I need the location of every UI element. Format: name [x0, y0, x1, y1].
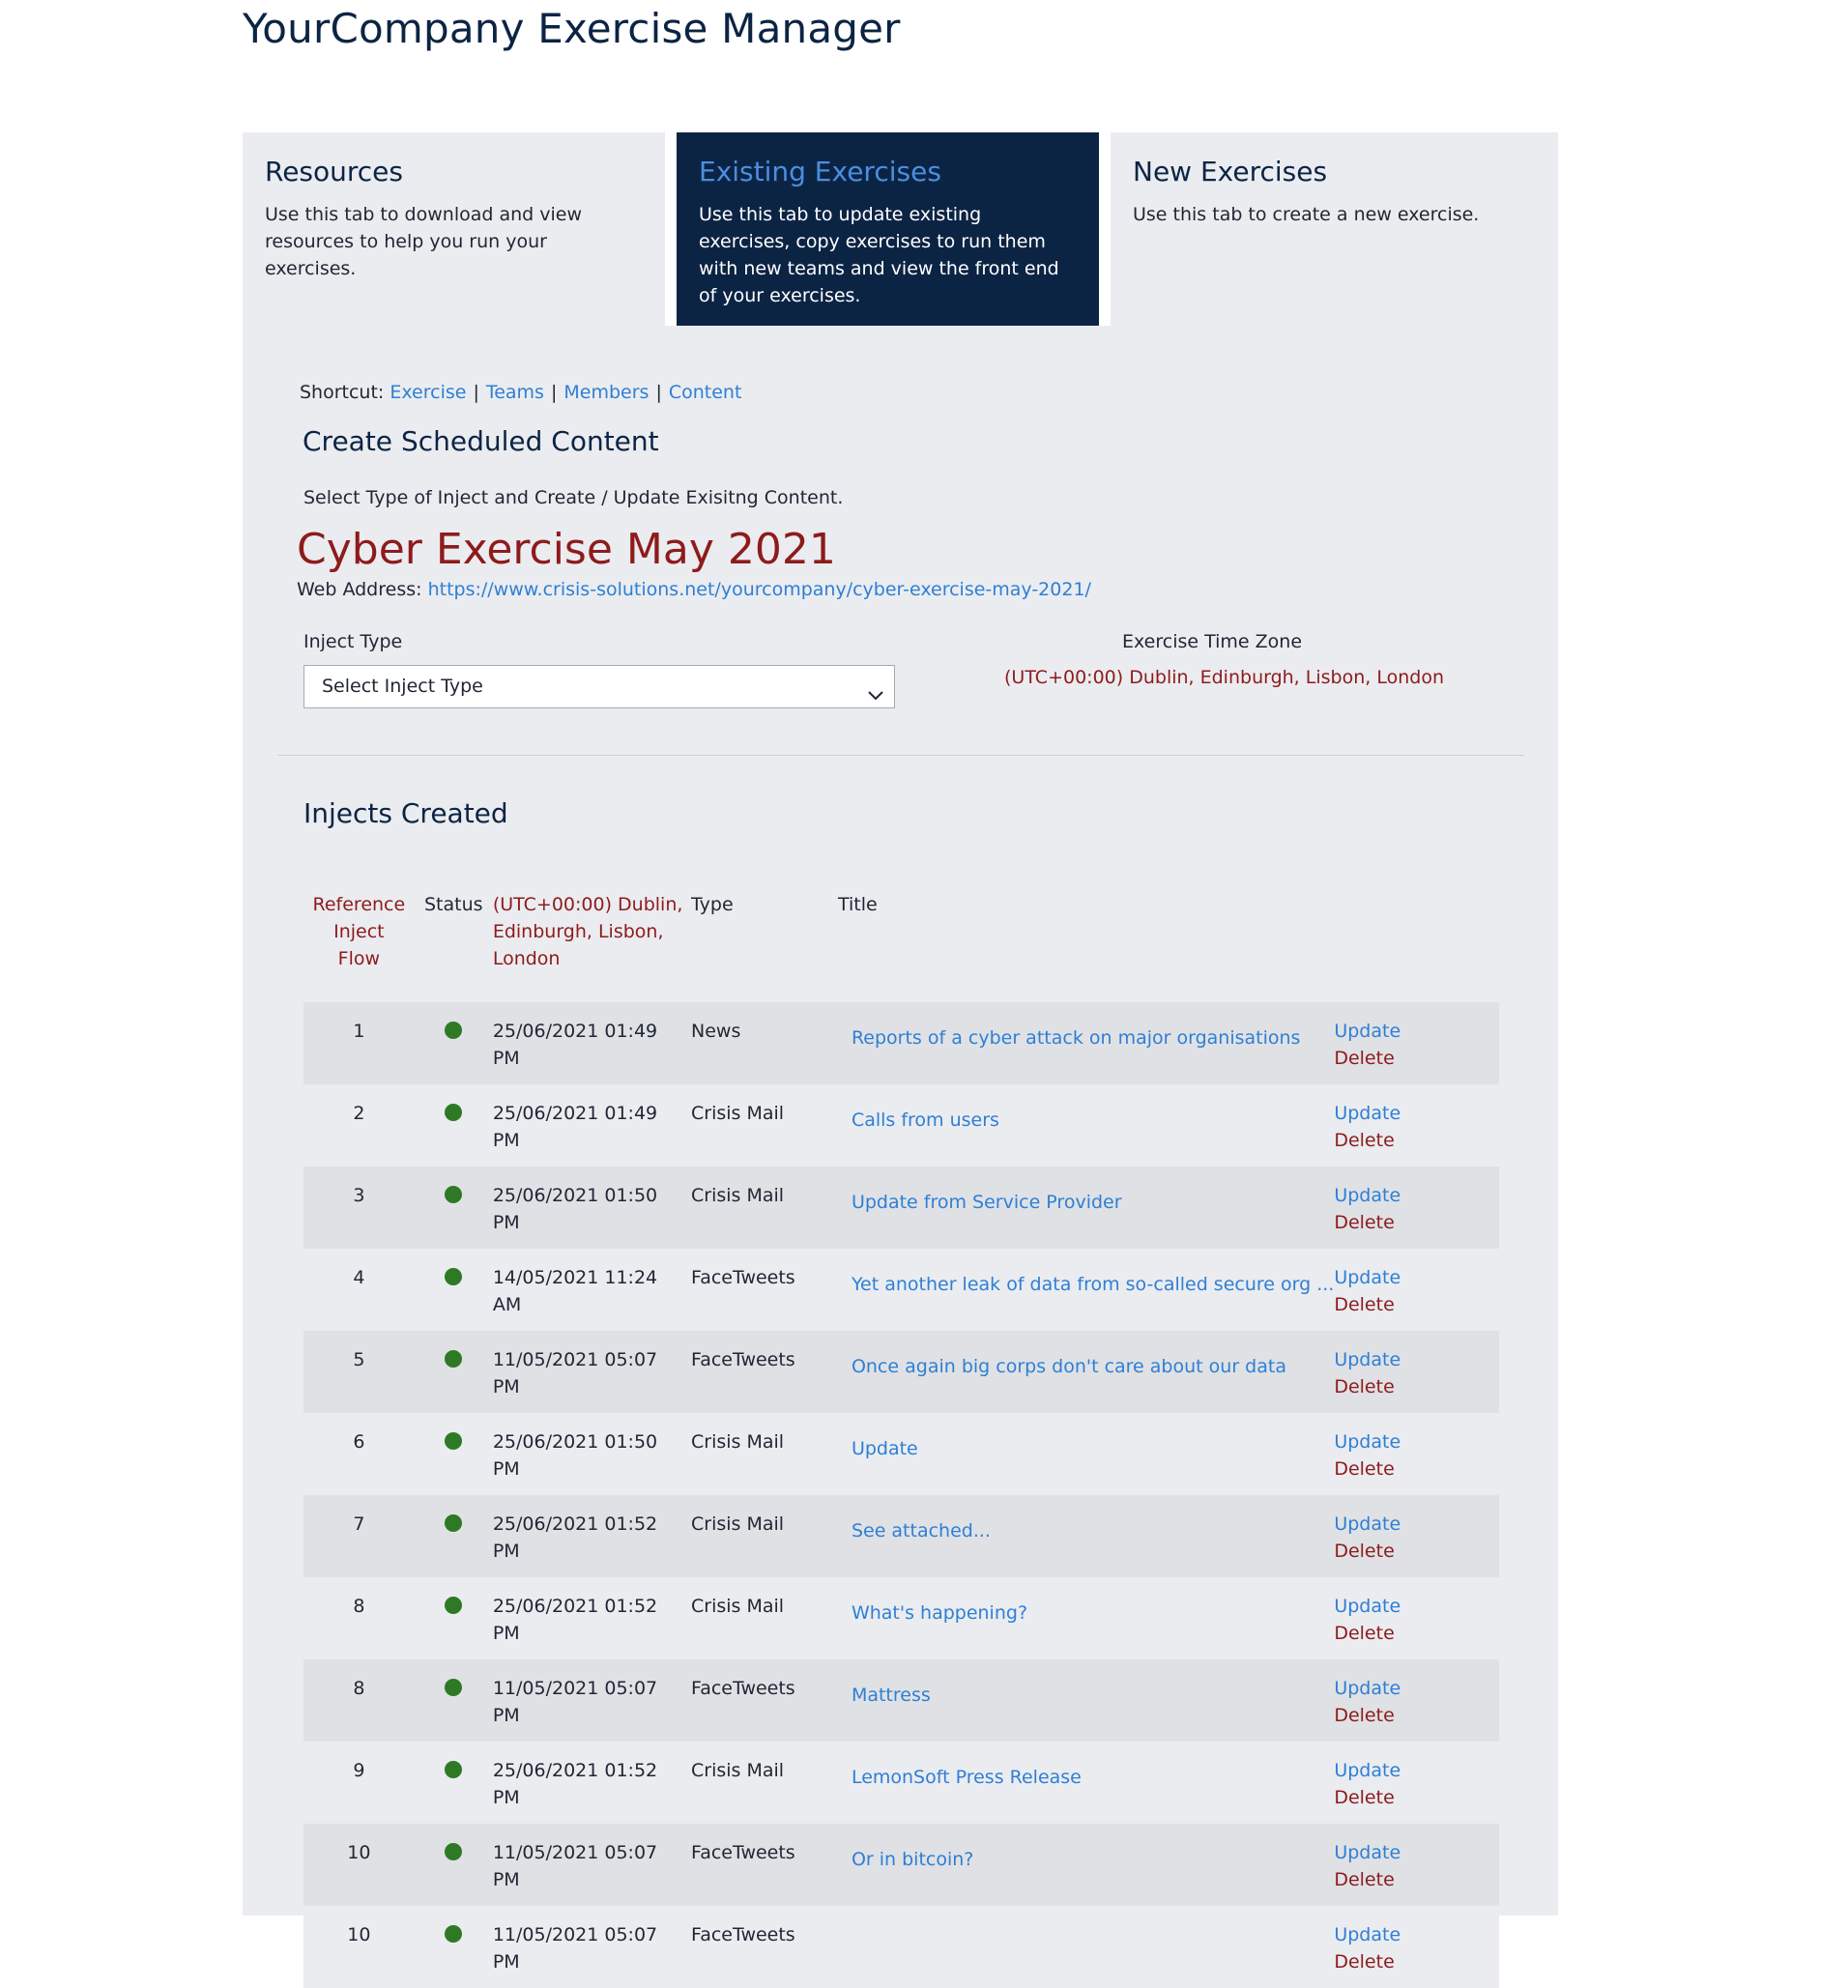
injects-table-body: [303, 1002, 1499, 1988]
inject-ref: 8: [353, 1678, 365, 1699]
delete-link[interactable]: Delete: [1334, 1376, 1395, 1397]
status-active-icon: [445, 1679, 462, 1696]
column-header-type: Type: [691, 894, 734, 915]
status-active-icon: [445, 1022, 462, 1039]
inject-date: 25/06/2021 01:50: [492, 1185, 658, 1206]
shortcut-separator: |: [473, 382, 479, 403]
inject-date: 25/06/2021 01:50: [492, 1431, 658, 1453]
table-row: [303, 1249, 1499, 1331]
inject-ampm: PM: [492, 1623, 520, 1644]
status-cell: [415, 1742, 493, 1824]
tab-title: New Exercises: [1133, 156, 1328, 187]
injects-section-title: Injects Created: [303, 797, 508, 829]
delete-link[interactable]: Delete: [1334, 1705, 1395, 1726]
inject-actions: [1334, 1742, 1499, 1824]
tab-description: Use this tab to update existing exercises, copy exercises to run them with new teams and view the front end of your exercises.: [699, 204, 1059, 306]
inject-type: Crisis Mail: [691, 1513, 785, 1535]
inject-title-link[interactable]: See attached...: [851, 1520, 991, 1541]
inject-type: Crisis Mail: [691, 1760, 785, 1781]
table-row: [303, 1331, 1499, 1413]
inject-actions: [1334, 1495, 1499, 1577]
shortcut-separator: |: [655, 382, 662, 403]
inject-type-selected-value: Select Inject Type: [322, 676, 483, 697]
inject-title-link[interactable]: Once again big corps don't care about our data: [851, 1356, 1286, 1377]
tab-description: Use this tab to create a new exercise.: [1133, 204, 1480, 225]
inject-title-cell: [838, 1331, 1334, 1413]
delete-link[interactable]: Delete: [1334, 1787, 1395, 1808]
update-link[interactable]: Update: [1334, 1596, 1401, 1617]
inject-ref: 9: [353, 1760, 365, 1781]
main-panel: [243, 132, 1558, 1973]
inject-ampm: PM: [492, 1212, 520, 1233]
chevron-down-icon: [867, 677, 884, 695]
inject-title-link[interactable]: LemonSoft Press Release: [851, 1767, 1082, 1788]
inject-actions: [1334, 1002, 1499, 1084]
inject-type: FaceTweets: [691, 1349, 795, 1370]
inject-actions: [1334, 1906, 1499, 1988]
web-address-label: Web Address:: [297, 579, 422, 600]
inject-actions: [1334, 1084, 1499, 1167]
tab-existing-exercises[interactable]: [677, 132, 1099, 326]
inject-title-cell: [838, 1824, 1334, 1906]
delete-link[interactable]: Delete: [1334, 1869, 1395, 1890]
status-cell: [415, 1331, 493, 1413]
inject-ampm: PM: [492, 1048, 520, 1069]
status-active-icon: [445, 1843, 462, 1860]
inject-time: [493, 1495, 691, 1577]
inject-date: 25/06/2021 01:52: [492, 1760, 658, 1781]
inject-ampm: PM: [492, 1130, 520, 1151]
tab-title: Existing Exercises: [699, 156, 941, 187]
update-link[interactable]: Update: [1334, 1924, 1401, 1945]
table-row: [303, 1495, 1499, 1577]
inject-ampm: PM: [492, 1541, 520, 1562]
inject-title-cell: [838, 1084, 1334, 1167]
table-row: [303, 1167, 1499, 1249]
update-link[interactable]: Update: [1334, 1185, 1401, 1206]
inject-actions: [1334, 1331, 1499, 1413]
inject-ampm: PM: [492, 1458, 520, 1480]
inject-time: [493, 1659, 691, 1742]
status-active-icon: [445, 1432, 462, 1450]
status-active-icon: [445, 1925, 462, 1943]
column-header-status: Status: [424, 894, 483, 915]
inject-ref: 3: [353, 1185, 365, 1206]
inject-date: 25/06/2021 01:49: [492, 1021, 658, 1042]
status-cell: [415, 1906, 493, 1988]
time-zone-label: Exercise Time Zone: [1122, 631, 1303, 652]
inject-date: 11/05/2021 05:07: [492, 1924, 658, 1945]
status-cell: [415, 1495, 493, 1577]
inject-date: 11/05/2021 05:07: [492, 1678, 658, 1699]
shortcut-content-link[interactable]: Content: [668, 382, 742, 403]
status-cell: [415, 1084, 493, 1167]
inject-title-cell: [838, 1742, 1334, 1824]
status-cell: [415, 1659, 493, 1742]
inject-title-link[interactable]: Calls from users: [851, 1109, 999, 1131]
status-cell: [415, 1002, 493, 1084]
status-cell: [415, 1577, 493, 1659]
status-active-icon: [445, 1514, 462, 1532]
inject-time: [493, 1002, 691, 1084]
tab-title: Resources: [265, 156, 403, 187]
inject-ref: 6: [353, 1431, 365, 1453]
inject-actions: [1334, 1413, 1499, 1495]
inject-time: [493, 1906, 691, 1988]
delete-link[interactable]: Delete: [1334, 1623, 1395, 1644]
tab-divider: [1099, 132, 1111, 326]
status-active-icon: [445, 1104, 462, 1121]
inject-type: News: [691, 1021, 741, 1042]
inject-type: FaceTweets: [691, 1678, 795, 1699]
update-link[interactable]: Update: [1334, 1760, 1401, 1781]
table-row: [303, 1577, 1499, 1659]
inject-type: FaceTweets: [691, 1842, 795, 1863]
web-address-link[interactable]: https://www.crisis-solutions.net/yourcompany/cyber-exercise-may-2021/: [427, 579, 1091, 600]
inject-title-link[interactable]: What's happening?: [851, 1602, 1028, 1624]
inject-title-link[interactable]: Mattress: [851, 1685, 931, 1706]
table-row: [303, 1906, 1499, 1988]
shortcut-exercise-link[interactable]: Exercise: [390, 382, 467, 403]
inject-ref: 2: [353, 1103, 365, 1124]
inject-title-cell: [838, 1249, 1334, 1331]
inject-ampm: AM: [492, 1294, 522, 1315]
inject-type: FaceTweets: [691, 1924, 795, 1945]
column-header-actions: [1334, 891, 1499, 1002]
delete-link[interactable]: Delete: [1334, 1130, 1395, 1151]
inject-ref: 4: [353, 1267, 365, 1288]
status-cell: [415, 1249, 493, 1331]
inject-title-cell: [838, 1659, 1334, 1742]
update-link[interactable]: Update: [1334, 1349, 1401, 1370]
app-title: YourCompany Exercise Manager: [243, 5, 901, 52]
inject-title-link[interactable]: Update from Service Provider: [851, 1192, 1122, 1213]
inject-time: [493, 1577, 691, 1659]
inject-time: [493, 1331, 691, 1413]
table-row: [303, 1413, 1499, 1495]
inject-time: [493, 1824, 691, 1906]
inject-type: Crisis Mail: [691, 1103, 785, 1124]
inject-ampm: PM: [492, 1869, 520, 1890]
tab-description: Use this tab to download and view resources to help you run your exercises.: [265, 204, 583, 279]
inject-ampm: PM: [492, 1705, 520, 1726]
create-instructions: Select Type of Inject and Create / Update Exisitng Content.: [303, 487, 844, 508]
table-row: [303, 1824, 1499, 1906]
create-section-title: Create Scheduled Content: [303, 425, 659, 457]
status-cell: [415, 1167, 493, 1249]
update-link[interactable]: Update: [1334, 1267, 1401, 1288]
inject-actions: [1334, 1249, 1499, 1331]
inject-title-link[interactable]: Reports of a cyber attack on major organisations: [851, 1027, 1301, 1049]
inject-ampm: PM: [492, 1376, 520, 1397]
inject-title-link[interactable]: Yet another leak of data from so-called secure org ...: [851, 1274, 1335, 1295]
shortcut-separator: |: [550, 382, 558, 403]
inject-ref: 1: [353, 1021, 365, 1042]
inject-time: [493, 1413, 691, 1495]
inject-type-label: Inject Type: [303, 631, 403, 652]
delete-link[interactable]: Delete: [1334, 1294, 1395, 1315]
update-link[interactable]: Update: [1334, 1678, 1401, 1699]
status-active-icon: [445, 1186, 462, 1203]
injects-table: [303, 891, 1499, 1988]
shortcut-teams-link[interactable]: Teams: [485, 382, 544, 403]
column-header-ref: Reference Inject Flow: [312, 894, 406, 969]
delete-link[interactable]: Delete: [1334, 1541, 1395, 1562]
inject-ref: 10: [347, 1924, 371, 1945]
inject-date: 25/06/2021 01:52: [492, 1596, 658, 1617]
exercise-name: Cyber Exercise May 2021: [297, 525, 836, 574]
delete-link[interactable]: Delete: [1334, 1048, 1395, 1069]
table-row: [303, 1659, 1499, 1742]
shortcut-label: Shortcut:: [300, 382, 385, 403]
inject-actions: [1334, 1167, 1499, 1249]
inject-ref: 7: [353, 1513, 365, 1535]
inject-title-cell: [838, 1906, 1334, 1988]
update-link[interactable]: Update: [1334, 1842, 1401, 1863]
inject-time: [493, 1084, 691, 1167]
table-row: [303, 1002, 1499, 1084]
inject-title-cell: [838, 1167, 1334, 1249]
inject-date: 14/05/2021 11:24: [492, 1267, 658, 1288]
time-zone-value: (UTC+00:00) Dublin, Edinburgh, Lisbon, London: [1004, 667, 1444, 688]
delete-link[interactable]: Delete: [1334, 1212, 1395, 1233]
delete-link[interactable]: Delete: [1334, 1458, 1395, 1480]
tab-new-exercises[interactable]: [1111, 132, 1558, 326]
tab-resources[interactable]: [243, 132, 665, 326]
inject-type-select[interactable]: [303, 665, 895, 708]
inject-title-cell: [838, 1413, 1334, 1495]
inject-title-link[interactable]: Update: [851, 1438, 918, 1459]
status-cell: [415, 1824, 493, 1906]
update-link[interactable]: Update: [1334, 1103, 1401, 1124]
update-link[interactable]: Update: [1334, 1513, 1401, 1535]
inject-type: Crisis Mail: [691, 1431, 785, 1453]
inject-title-link[interactable]: Or in bitcoin?: [851, 1849, 974, 1870]
column-header-time: (UTC+00:00) Dublin, Edinburgh, Lisbon, London: [492, 894, 683, 969]
inject-actions: [1334, 1659, 1499, 1742]
table-row: [303, 1084, 1499, 1167]
inject-time: [493, 1249, 691, 1331]
inject-time: [493, 1742, 691, 1824]
inject-type: Crisis Mail: [691, 1185, 785, 1206]
inject-ref: 8: [353, 1596, 365, 1617]
inject-date: 11/05/2021 05:07: [492, 1842, 658, 1863]
inject-ampm: PM: [492, 1787, 520, 1808]
inject-ref: 5: [353, 1349, 365, 1370]
update-link[interactable]: Update: [1334, 1431, 1401, 1453]
tab-divider: [665, 132, 677, 326]
inject-title-cell: [838, 1577, 1334, 1659]
inject-ampm: PM: [492, 1951, 520, 1973]
inject-time: [493, 1167, 691, 1249]
status-active-icon: [445, 1350, 462, 1368]
inject-actions: [1334, 1824, 1499, 1906]
inject-date: 11/05/2021 05:07: [492, 1349, 658, 1370]
web-address: [297, 579, 1091, 600]
shortcut-members-link[interactable]: Members: [563, 382, 650, 403]
update-link[interactable]: Update: [1334, 1021, 1401, 1042]
inject-date: 25/06/2021 01:49: [492, 1103, 658, 1124]
column-header-title: Title: [837, 894, 878, 915]
inject-type: FaceTweets: [691, 1267, 795, 1288]
status-active-icon: [445, 1761, 462, 1778]
inject-title-cell: [838, 1002, 1334, 1084]
inject-date: 25/06/2021 01:52: [492, 1513, 658, 1535]
inject-title-cell: [838, 1495, 1334, 1577]
table-row: [303, 1742, 1499, 1824]
table-header-row: [303, 891, 1499, 1002]
section-divider: [277, 755, 1524, 756]
shortcut-bar: [300, 382, 741, 403]
delete-link[interactable]: Delete: [1334, 1951, 1395, 1973]
inject-actions: [1334, 1577, 1499, 1659]
inject-ref: 10: [347, 1842, 371, 1863]
inject-type: Crisis Mail: [691, 1596, 785, 1617]
status-active-icon: [445, 1268, 462, 1285]
status-active-icon: [445, 1597, 462, 1614]
status-cell: [415, 1413, 493, 1495]
